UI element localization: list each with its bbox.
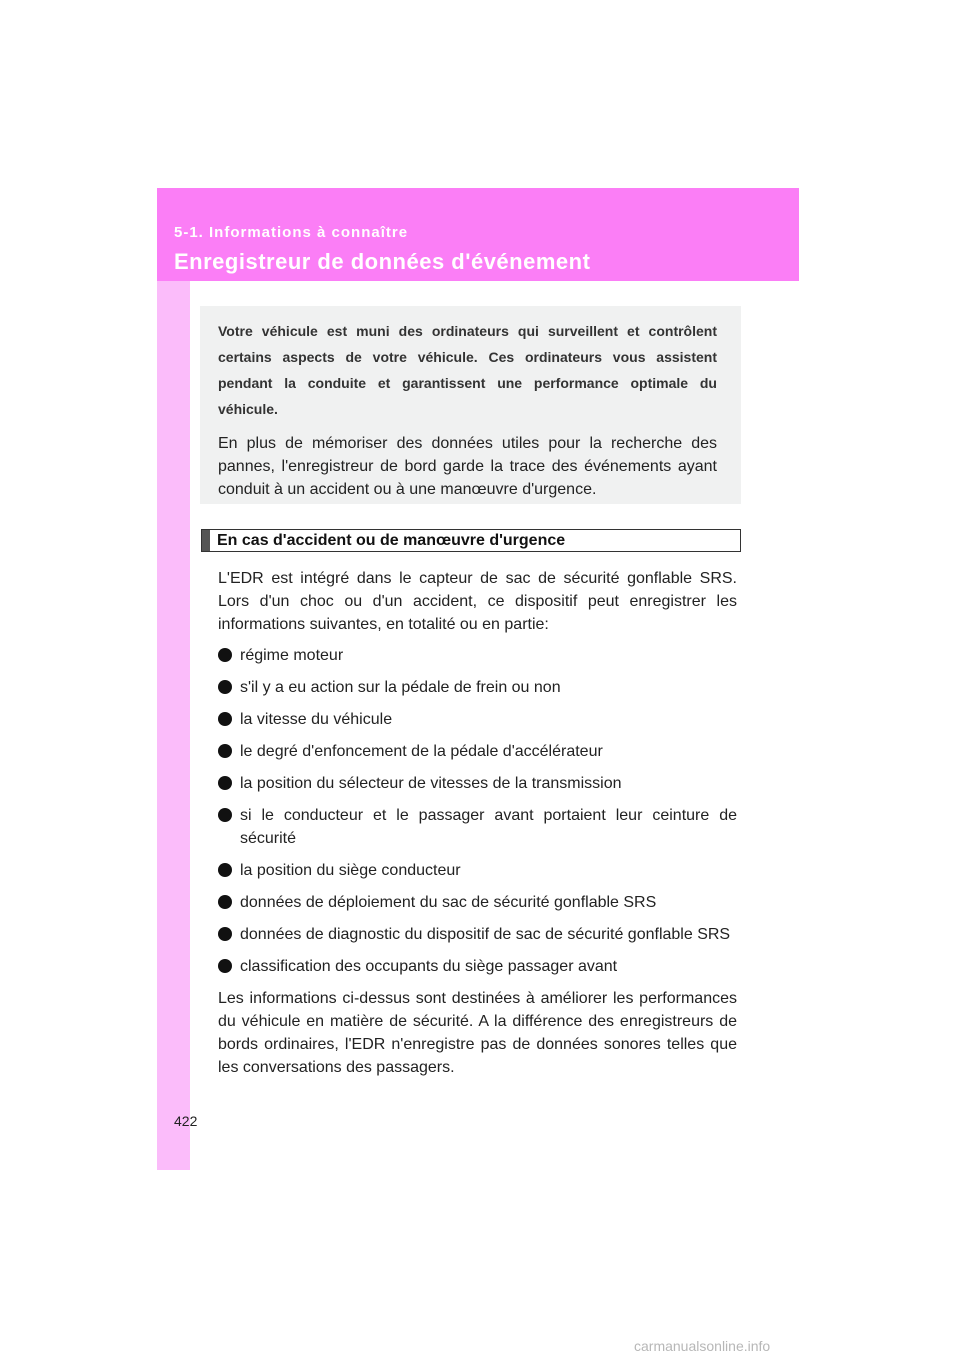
filled-circle-icon xyxy=(218,808,232,822)
filled-circle-icon xyxy=(218,712,232,726)
page-number: 422 xyxy=(174,1113,198,1129)
section-content xyxy=(218,567,737,1079)
section-label: 5-1. Informations à connaître xyxy=(174,224,409,241)
list-item xyxy=(218,859,737,882)
page-title: Enregistreur de données d'événement xyxy=(174,249,591,274)
list-item xyxy=(218,955,737,978)
list-item xyxy=(218,740,737,763)
section-heading xyxy=(201,529,741,552)
filled-circle-icon xyxy=(218,927,232,941)
intro-bold-text: Votre véhicule est muni des ordinateurs qui surveillent et contrôlent certains aspects de votre véhicule. Ces ordinateurs vous assistent pendant la conduite et garantissent une performance optimale du véhicule. xyxy=(218,323,717,417)
list-item xyxy=(218,676,737,699)
list-item-text: données de déploiement du sac de sécurité gonflable SRS xyxy=(240,894,657,911)
closing-paragraph: Les informations ci-dessus sont destinées à améliorer les performances du véhicule en matière de sécurité. A la différence des enregistreurs de bords ordinaires, l'EDR n'enregistre pas de données sonores telles que les conversations des passagers. xyxy=(218,990,737,1076)
list-item-text: la position du sélecteur de vitesses de la transmission xyxy=(240,775,622,792)
lead-paragraph: L'EDR est intégré dans le capteur de sac de sécurité gonflable SRS. Lors d'un choc ou d'un accident, ce dispositif peut enregistrer les informations suivantes, en totalité ou en partie: xyxy=(218,570,737,633)
watermark-text: carmanualsonline.info xyxy=(634,1338,771,1354)
list-item-text: si le conducteur et le passager avant portaient leur ceinture de sécurité xyxy=(240,807,737,847)
filled-circle-icon xyxy=(218,863,232,877)
filled-circle-icon xyxy=(218,744,232,758)
intro-box xyxy=(200,306,741,504)
intro-normal-text: En plus de mémoriser des données utiles pour la recherche des pannes, l'enregistreur de bord garde la trace des événements ayant conduit à un accident ou à une manœuvre d'urgence. xyxy=(218,435,717,498)
list-item xyxy=(218,772,737,795)
list-item-text: régime moteur xyxy=(240,647,344,664)
filled-circle-icon xyxy=(218,648,232,662)
filled-circle-icon xyxy=(218,895,232,909)
heading-marker-bar xyxy=(202,530,210,551)
recorded-data-list xyxy=(218,644,737,978)
filled-circle-icon xyxy=(218,680,232,694)
list-item-text: données de diagnostic du dispositif de sac de sécurité gonflable SRS xyxy=(240,926,731,943)
list-item-text: la position du siège conducteur xyxy=(240,862,461,879)
list-item-text: le degré d'enfoncement de la pédale d'accélérateur xyxy=(240,743,603,760)
filled-circle-icon xyxy=(218,959,232,973)
list-item-text: s'il y a eu action sur la pédale de frein ou non xyxy=(240,679,561,696)
list-item xyxy=(218,891,737,914)
section-heading-text: En cas d'accident ou de manœuvre d'urgence xyxy=(217,531,566,549)
list-item xyxy=(218,804,737,850)
list-item-text: classification des occupants du siège passager avant xyxy=(240,958,618,975)
list-item xyxy=(218,923,737,946)
list-item xyxy=(218,644,737,667)
list-item xyxy=(218,708,737,731)
filled-circle-icon xyxy=(218,776,232,790)
list-item-text: la vitesse du véhicule xyxy=(240,711,393,728)
